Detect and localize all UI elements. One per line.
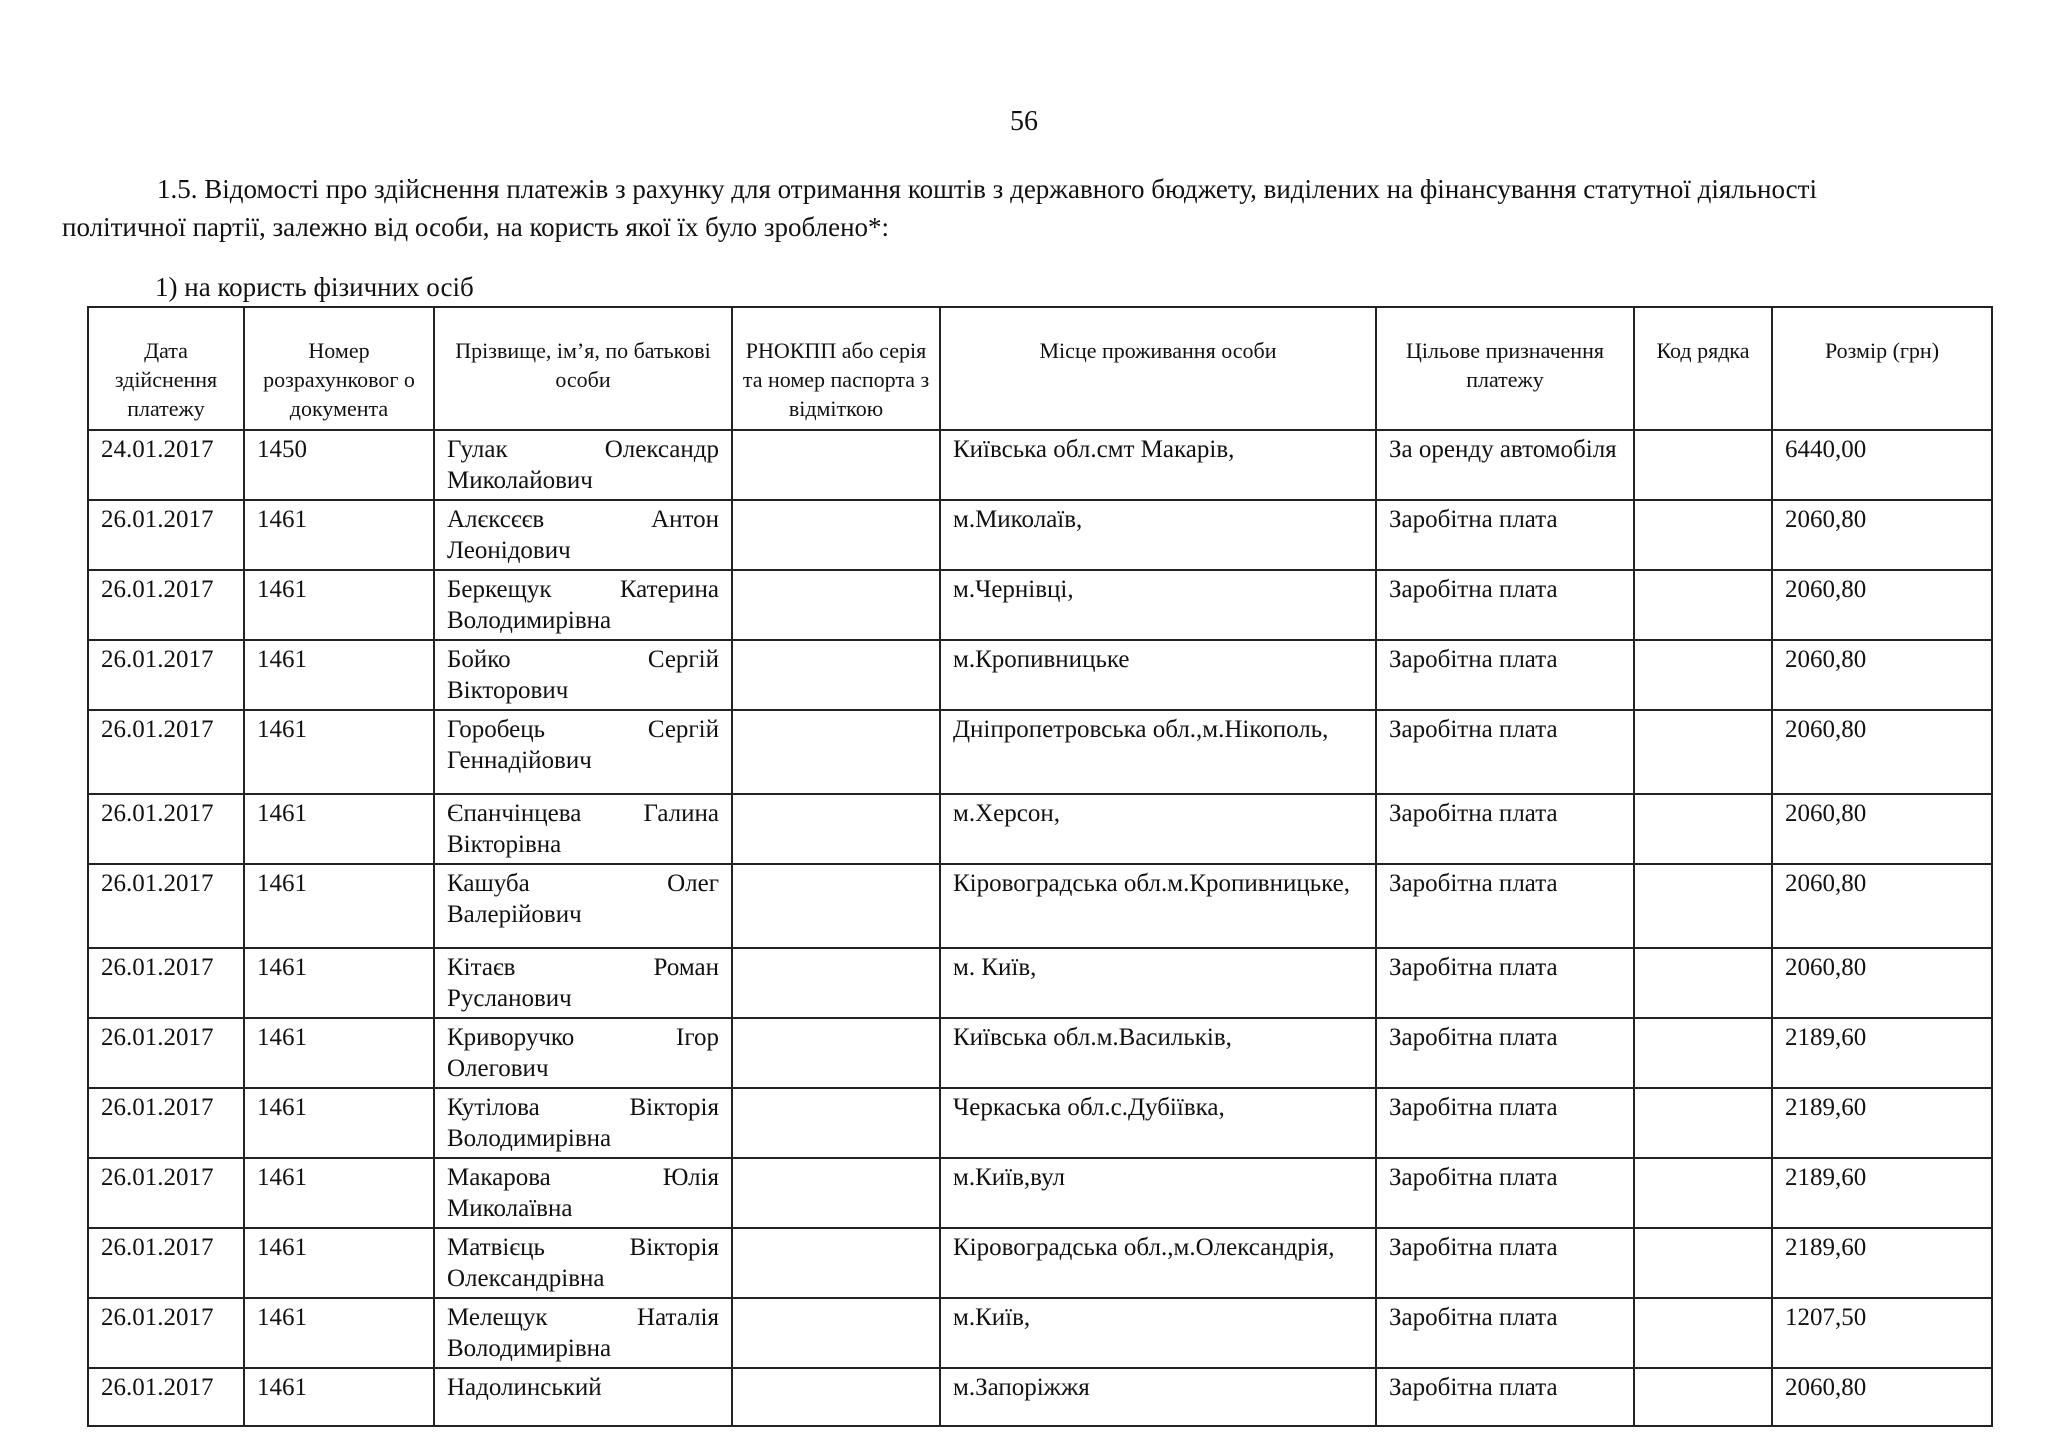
cell-residence: Черкаська обл.с.Дубіївка, bbox=[940, 1088, 1376, 1158]
table-row bbox=[88, 1298, 1992, 1368]
cell-date: 26.01.2017 bbox=[88, 640, 244, 710]
name-line-2: Русланович bbox=[447, 985, 572, 1012]
name-line-2: Геннадійович bbox=[447, 747, 592, 774]
cell-residence: Дніпропетровська обл.,м.Нікополь, bbox=[940, 710, 1376, 794]
col-header-amount: Розмір (грн) bbox=[1772, 307, 1992, 430]
cell-amount: 2189,60 bbox=[1772, 1018, 1992, 1088]
name-line-1: Матвієць Вікторія bbox=[447, 1234, 719, 1261]
name-line-2: Миколайович bbox=[447, 467, 593, 494]
cell-doc-number: 1461 bbox=[244, 1088, 434, 1158]
cell-tax-id-redacted bbox=[732, 794, 940, 864]
col-header-full-name: Прізвище, ім’я, по батькові особи bbox=[434, 307, 732, 430]
cell-purpose: Заробітна плата bbox=[1376, 1228, 1634, 1298]
cell-full-name bbox=[434, 640, 732, 710]
cell-line-code bbox=[1634, 1228, 1772, 1298]
cell-full-name bbox=[434, 710, 732, 794]
cell-full-name bbox=[434, 1298, 732, 1368]
name-line-1: Криворучко Ігор bbox=[447, 1024, 719, 1051]
cell-residence: м. Київ, bbox=[940, 948, 1376, 1018]
cell-tax-id-redacted bbox=[732, 500, 940, 570]
name-line-2: Леонідович bbox=[447, 537, 571, 564]
cell-line-code bbox=[1634, 1158, 1772, 1228]
cell-doc-number: 1461 bbox=[244, 710, 434, 794]
cell-line-code bbox=[1634, 1018, 1772, 1088]
name-line-1: Надолинський bbox=[447, 1374, 602, 1401]
cell-residence: Кіровоградська обл.,м.Олександрія, bbox=[940, 1228, 1376, 1298]
cell-doc-number: 1461 bbox=[244, 1018, 434, 1088]
cell-full-name bbox=[434, 948, 732, 1018]
cell-purpose: Заробітна плата bbox=[1376, 710, 1634, 794]
cell-purpose: Заробітна плата bbox=[1376, 1368, 1634, 1426]
cell-amount: 2189,60 bbox=[1772, 1158, 1992, 1228]
col-header-doc-number: Номер розрахунковог о документа bbox=[244, 307, 434, 430]
cell-doc-number: 1461 bbox=[244, 794, 434, 864]
cell-doc-number: 1450 bbox=[244, 430, 434, 500]
cell-doc-number: 1461 bbox=[244, 570, 434, 640]
cell-residence: Кіровоградська обл.м.Кропивницьке, bbox=[940, 864, 1376, 948]
name-line-2: Володимирівна bbox=[447, 1335, 612, 1362]
cell-residence: м.Херсон, bbox=[940, 794, 1376, 864]
cell-full-name bbox=[434, 570, 732, 640]
name-line-2: Володимирівна bbox=[447, 1125, 612, 1152]
section-heading bbox=[62, 170, 2002, 246]
cell-line-code bbox=[1634, 640, 1772, 710]
cell-line-code bbox=[1634, 500, 1772, 570]
name-line-2: Миколаївна bbox=[447, 1195, 573, 1222]
cell-purpose: Заробітна плата bbox=[1376, 1298, 1634, 1368]
payments-table bbox=[87, 306, 1993, 1427]
cell-residence: м.Київ,вул bbox=[940, 1158, 1376, 1228]
name-line-1: Горобець Сергій bbox=[447, 716, 719, 743]
col-header-tax-id: РНОКПП або серія та номер паспорта з відміткою bbox=[732, 307, 940, 430]
cell-amount: 2189,60 bbox=[1772, 1228, 1992, 1298]
name-line-2: Вікторович bbox=[447, 677, 569, 704]
cell-date: 26.01.2017 bbox=[88, 794, 244, 864]
page-number: 56 bbox=[1010, 106, 1038, 137]
cell-residence: Київська обл.м.Васильків, bbox=[940, 1018, 1376, 1088]
cell-tax-id-redacted bbox=[732, 640, 940, 710]
cell-tax-id-redacted bbox=[732, 1158, 940, 1228]
cell-tax-id-redacted bbox=[732, 1018, 940, 1088]
heading-line-2: політичної партії, залежно від особи, на користь якої їх було зроблено*: bbox=[62, 212, 890, 242]
cell-purpose: Заробітна плата bbox=[1376, 570, 1634, 640]
cell-full-name bbox=[434, 1018, 732, 1088]
heading-line-1: 1.5. Відомості про здійснення платежів з рахунку для отримання коштів з державного бюджету, виділених на фінансування статутної діяльності bbox=[157, 174, 1817, 204]
cell-full-name bbox=[434, 864, 732, 948]
cell-doc-number: 1461 bbox=[244, 640, 434, 710]
cell-purpose: За оренду автомобіля bbox=[1376, 430, 1634, 500]
table-row bbox=[88, 1088, 1992, 1158]
cell-amount: 2189,60 bbox=[1772, 1088, 1992, 1158]
cell-amount: 6440,00 bbox=[1772, 430, 1992, 500]
cell-date: 26.01.2017 bbox=[88, 1298, 244, 1368]
col-header-line-code: Код рядка bbox=[1634, 307, 1772, 430]
cell-line-code bbox=[1634, 570, 1772, 640]
cell-full-name bbox=[434, 430, 732, 500]
cell-date: 26.01.2017 bbox=[88, 1368, 244, 1426]
cell-date: 26.01.2017 bbox=[88, 864, 244, 948]
cell-amount: 2060,80 bbox=[1772, 570, 1992, 640]
cell-residence: Київська обл.смт Макарів, bbox=[940, 430, 1376, 500]
cell-residence: м.Кропивницьке bbox=[940, 640, 1376, 710]
cell-doc-number: 1461 bbox=[244, 1158, 434, 1228]
cell-line-code bbox=[1634, 864, 1772, 948]
name-line-1: Єпанчінцева Галина bbox=[447, 800, 719, 827]
cell-tax-id-redacted bbox=[732, 1088, 940, 1158]
cell-tax-id-redacted bbox=[732, 1298, 940, 1368]
cell-tax-id-redacted bbox=[732, 864, 940, 948]
cell-amount: 1207,50 bbox=[1772, 1298, 1992, 1368]
cell-date: 26.01.2017 bbox=[88, 1228, 244, 1298]
table-row bbox=[88, 710, 1992, 794]
name-line-1: Бойко Сергій bbox=[447, 646, 719, 673]
cell-tax-id-redacted bbox=[732, 570, 940, 640]
cell-tax-id-redacted bbox=[732, 1368, 940, 1426]
cell-line-code bbox=[1634, 710, 1772, 794]
cell-full-name bbox=[434, 1228, 732, 1298]
cell-purpose: Заробітна плата bbox=[1376, 794, 1634, 864]
cell-line-code bbox=[1634, 948, 1772, 1018]
name-line-1: Беркещук Катерина bbox=[447, 576, 719, 603]
cell-full-name bbox=[434, 794, 732, 864]
name-line-1: Кутілова Вікторія bbox=[447, 1094, 719, 1121]
cell-date: 26.01.2017 bbox=[88, 948, 244, 1018]
col-header-date: Дата здійснення платежу bbox=[88, 307, 244, 430]
cell-date: 26.01.2017 bbox=[88, 1018, 244, 1088]
cell-doc-number: 1461 bbox=[244, 1228, 434, 1298]
cell-amount: 2060,80 bbox=[1772, 500, 1992, 570]
cell-tax-id-redacted bbox=[732, 710, 940, 794]
name-line-2: Вікторівна bbox=[447, 831, 562, 858]
name-line-1: Мелещук Наталія bbox=[447, 1304, 719, 1331]
cell-doc-number: 1461 bbox=[244, 1298, 434, 1368]
cell-full-name bbox=[434, 500, 732, 570]
cell-purpose: Заробітна плата bbox=[1376, 948, 1634, 1018]
cell-doc-number: 1461 bbox=[244, 1368, 434, 1426]
name-line-1: Алєксєєв Антон bbox=[447, 506, 719, 533]
cell-residence: м.Київ, bbox=[940, 1298, 1376, 1368]
cell-date: 26.01.2017 bbox=[88, 1158, 244, 1228]
cell-line-code bbox=[1634, 1368, 1772, 1426]
name-line-1: Кашуба Олег bbox=[447, 870, 719, 897]
cell-amount: 2060,80 bbox=[1772, 1368, 1992, 1426]
cell-doc-number: 1461 bbox=[244, 864, 434, 948]
name-line-2: Олександрівна bbox=[447, 1265, 605, 1292]
cell-doc-number: 1461 bbox=[244, 500, 434, 570]
cell-line-code bbox=[1634, 1088, 1772, 1158]
cell-date: 26.01.2017 bbox=[88, 710, 244, 794]
name-line-1: Кітаєв Роман bbox=[447, 954, 719, 981]
cell-date: 26.01.2017 bbox=[88, 1088, 244, 1158]
name-line-1: Гулак Олександр bbox=[447, 436, 719, 463]
table-row bbox=[88, 430, 1992, 500]
cell-line-code bbox=[1634, 430, 1772, 500]
cell-residence: м.Запоріжжя bbox=[940, 1368, 1376, 1426]
cell-residence: м.Чернівці, bbox=[940, 570, 1376, 640]
cell-tax-id-redacted bbox=[732, 430, 940, 500]
cell-amount: 2060,80 bbox=[1772, 710, 1992, 794]
table-row bbox=[88, 640, 1992, 710]
table-row bbox=[88, 864, 1992, 948]
cell-purpose: Заробітна плата bbox=[1376, 500, 1634, 570]
table-row bbox=[88, 794, 1992, 864]
name-line-2: Володимирівна bbox=[447, 607, 612, 634]
name-line-2: Валерійович bbox=[447, 901, 582, 928]
cell-purpose: Заробітна плата bbox=[1376, 640, 1634, 710]
cell-full-name bbox=[434, 1158, 732, 1228]
table-row bbox=[88, 1228, 1992, 1298]
cell-line-code bbox=[1634, 794, 1772, 864]
col-header-purpose: Цільове призначення платежу bbox=[1376, 307, 1634, 430]
table-row bbox=[88, 1018, 1992, 1088]
table-row bbox=[88, 1368, 1992, 1426]
cell-purpose: Заробітна плата bbox=[1376, 864, 1634, 948]
name-line-1: Макарова Юлія bbox=[447, 1164, 719, 1191]
cell-tax-id-redacted bbox=[732, 948, 940, 1018]
cell-amount: 2060,80 bbox=[1772, 640, 1992, 710]
cell-purpose: Заробітна плата bbox=[1376, 1088, 1634, 1158]
name-line-2: Олегович bbox=[447, 1055, 549, 1082]
cell-full-name bbox=[434, 1368, 732, 1426]
cell-purpose: Заробітна плата bbox=[1376, 1158, 1634, 1228]
cell-amount: 2060,80 bbox=[1772, 948, 1992, 1018]
cell-full-name bbox=[434, 1088, 732, 1158]
cell-date: 24.01.2017 bbox=[88, 430, 244, 500]
table-row bbox=[88, 1158, 1992, 1228]
col-header-residence: Місце проживання особи bbox=[940, 307, 1376, 430]
cell-line-code bbox=[1634, 1298, 1772, 1368]
cell-date: 26.01.2017 bbox=[88, 570, 244, 640]
table-row bbox=[88, 570, 1992, 640]
cell-tax-id-redacted bbox=[732, 1228, 940, 1298]
cell-amount: 2060,80 bbox=[1772, 864, 1992, 948]
cell-purpose: Заробітна плата bbox=[1376, 1018, 1634, 1088]
cell-date: 26.01.2017 bbox=[88, 500, 244, 570]
subsection-heading: 1) на користь фізичних осіб bbox=[155, 272, 474, 302]
cell-doc-number: 1461 bbox=[244, 948, 434, 1018]
table-header-row bbox=[88, 307, 1992, 430]
table-row bbox=[88, 948, 1992, 1018]
cell-amount: 2060,80 bbox=[1772, 794, 1992, 864]
table-row bbox=[88, 500, 1992, 570]
cell-residence: м.Миколаїв, bbox=[940, 500, 1376, 570]
